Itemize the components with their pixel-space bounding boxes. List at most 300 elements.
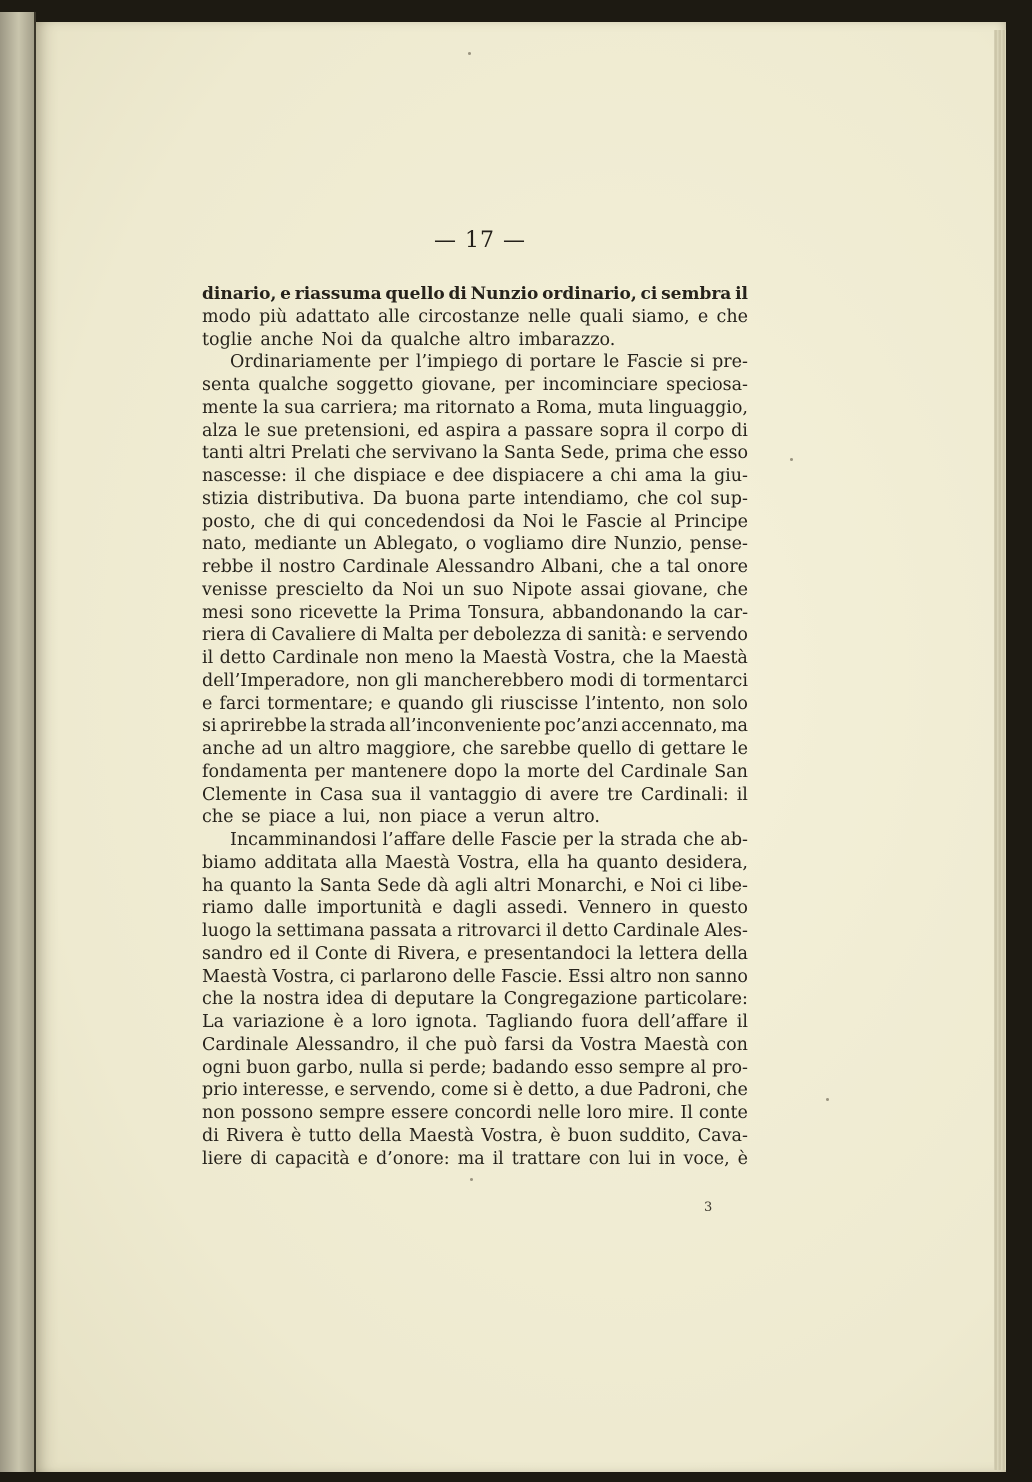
word: chi [610, 466, 637, 486]
word: carriera; [320, 397, 399, 418]
word: Essi [568, 966, 605, 987]
word: Tonsura, [468, 602, 545, 623]
word: e [334, 1080, 345, 1101]
word: di [565, 625, 583, 646]
word: ignota. [415, 1012, 478, 1032]
word: debolezza [473, 625, 562, 646]
word: a [507, 420, 518, 441]
word: Il [680, 1103, 693, 1123]
word: riuscisse [500, 693, 579, 714]
word: il [492, 1148, 504, 1169]
word: a [352, 1012, 364, 1032]
page-stack-edge [994, 30, 1006, 1470]
word: meno [404, 648, 454, 668]
word: in [295, 784, 312, 805]
word: tutto [308, 1125, 352, 1146]
word: quanto [229, 875, 292, 896]
word: può [464, 1034, 498, 1055]
word: riera [202, 625, 246, 646]
word: di [250, 1148, 268, 1169]
word: piace [419, 807, 468, 828]
word: San [714, 761, 748, 782]
word: venisse [202, 579, 268, 600]
word: il [294, 466, 307, 486]
word: il [736, 784, 748, 805]
word: che [202, 989, 234, 1010]
word: rebbe [202, 557, 254, 577]
word: Vostra, [457, 852, 520, 873]
word: di [303, 511, 321, 532]
word: fuora [581, 1012, 629, 1032]
word: liere [202, 1148, 243, 1169]
word: corpo [673, 420, 725, 441]
word: la [660, 648, 677, 668]
text-line [202, 1011, 748, 1034]
word: mediante [254, 534, 337, 555]
word: sup- [710, 488, 748, 509]
word: Fascie [626, 352, 683, 373]
word: circostanze [418, 306, 520, 327]
word: se [241, 807, 261, 828]
word: pretensioni, [304, 420, 411, 441]
word: anche [202, 739, 256, 759]
word: dalle [263, 898, 307, 919]
word: qui [328, 511, 357, 532]
word: di [373, 943, 391, 964]
word: vantaggio [429, 784, 517, 805]
word: e [633, 875, 645, 896]
word: suo [472, 579, 504, 600]
word: la [256, 921, 273, 941]
word: Nipote [512, 579, 573, 600]
word: si [409, 1057, 424, 1078]
word: Maestà [408, 1125, 475, 1146]
word: il [545, 921, 558, 941]
word: Cardinale [342, 557, 430, 577]
word: detto [219, 648, 266, 668]
word: la [297, 875, 314, 896]
word: e [697, 306, 709, 327]
text-line [202, 647, 748, 670]
word: stizia [202, 488, 249, 509]
word: mire. [627, 1103, 675, 1123]
word: tanti [202, 443, 244, 464]
word: pre- [712, 352, 748, 373]
text-line [202, 897, 748, 920]
word: due [599, 1080, 633, 1101]
word: Ablegato, [373, 534, 459, 555]
word: Rivera [225, 1125, 284, 1146]
word: garbo, [296, 1057, 354, 1078]
word: che [672, 443, 704, 464]
word: nelle [527, 306, 572, 327]
word: ella [527, 852, 560, 873]
word: che [202, 807, 234, 828]
word: gli [470, 693, 494, 714]
word: è [290, 1125, 302, 1146]
text-line [202, 670, 748, 693]
word: servendo, [349, 1080, 437, 1101]
text-line [202, 829, 748, 852]
word: nelle [537, 1103, 581, 1123]
text-line [202, 920, 748, 943]
word: sua [371, 784, 402, 805]
word: per [438, 625, 469, 646]
text-line [202, 420, 748, 443]
word: le [732, 739, 748, 759]
word: Vennero [578, 898, 652, 919]
word: tormentare; [267, 693, 374, 714]
word: ci [687, 875, 704, 896]
word: Cardinale [202, 1034, 289, 1055]
word: sue [267, 420, 298, 441]
word: mancherebbero [423, 670, 564, 691]
word: sono [250, 602, 293, 623]
word: e [466, 943, 478, 964]
word: strada [620, 830, 678, 850]
word: di [360, 625, 378, 646]
word: avere [549, 784, 600, 805]
word: ricevette [299, 602, 378, 623]
word: luogo [202, 921, 252, 941]
word: trattare [511, 1148, 581, 1169]
word: è [737, 1148, 748, 1169]
word: più [259, 306, 288, 327]
word: sanno [695, 966, 748, 987]
word: ci [339, 966, 356, 987]
word: la [459, 648, 477, 668]
word: Noi [522, 511, 555, 532]
word: quando [397, 693, 464, 714]
word: farsi [504, 1034, 545, 1055]
word: Prima [408, 602, 462, 623]
word: strada [329, 716, 386, 737]
word: che [263, 511, 296, 532]
word: alza [202, 420, 238, 441]
word: la [262, 397, 280, 418]
word: non [365, 648, 399, 668]
word: altro [609, 966, 652, 987]
word: tre [607, 784, 633, 805]
word: Cavaliere [271, 625, 356, 646]
word: imbarazzo. [518, 329, 616, 350]
word: la [310, 716, 327, 737]
word: loro [371, 1012, 407, 1032]
word: da [372, 579, 394, 600]
word: prima [615, 443, 668, 464]
word: è [512, 1080, 524, 1101]
text-line [202, 351, 748, 374]
word: modi [569, 670, 614, 691]
word: settimana [276, 921, 365, 941]
word: conte [698, 1103, 748, 1123]
paper-speck [826, 1098, 829, 1101]
word: l’affare [382, 830, 446, 850]
word: variazione [232, 1012, 325, 1032]
word: pro- [711, 1057, 748, 1078]
word: concedendosi [364, 511, 485, 532]
word: importunità [317, 898, 422, 919]
word: in [658, 1148, 676, 1169]
word: altro [318, 739, 360, 759]
word: Incamminandosi [230, 830, 377, 850]
word: portare [529, 352, 596, 373]
word: e [380, 693, 391, 714]
word: e [432, 898, 443, 919]
word: Rivera, [397, 943, 461, 964]
word: Albani, [541, 557, 604, 577]
word: dà [427, 875, 449, 896]
text-line [202, 579, 748, 602]
word: di [637, 739, 655, 759]
word: aprirebbe [219, 716, 307, 737]
word: della [358, 1125, 402, 1146]
word: il [736, 1012, 748, 1032]
word: per [314, 761, 345, 782]
word: sempre [618, 1057, 685, 1078]
word: Roma, [536, 397, 593, 418]
word: alle [377, 306, 410, 327]
page-number: — 17 — [434, 228, 526, 253]
word: un [344, 534, 367, 555]
word: all’inconveniente [389, 716, 542, 737]
word: mente [202, 397, 258, 418]
word: giovane, [421, 375, 497, 395]
word: riamo [202, 898, 254, 919]
word: delle [452, 966, 496, 987]
word: Noi [650, 875, 682, 896]
word: prio [202, 1080, 238, 1101]
word: sua [284, 397, 316, 418]
word: intendiamo, [523, 488, 629, 509]
word: ab- [720, 830, 748, 850]
word: Cava- [697, 1125, 748, 1146]
word: dire [571, 534, 607, 555]
word: nascesse: [202, 466, 288, 486]
word: ritornato [435, 397, 515, 418]
word: pense- [689, 534, 748, 555]
word: l’impiego [415, 352, 499, 373]
word: abbandonando [552, 602, 684, 623]
text-line [202, 1079, 748, 1102]
word: giovane, [633, 579, 709, 600]
word: un [441, 579, 465, 600]
word: Clemente [202, 784, 287, 805]
word: Fascie [500, 830, 557, 850]
paper-speck [790, 458, 793, 461]
word: e [280, 284, 291, 304]
word: Maestà [482, 648, 548, 668]
word: ha [202, 875, 224, 896]
word: car- [713, 602, 748, 623]
word: Cardinale [612, 921, 700, 941]
word: passare [524, 420, 594, 441]
word: quanto [596, 852, 659, 873]
word: ci [640, 284, 658, 304]
word: le [603, 352, 620, 373]
text-line [202, 784, 748, 807]
word: altri [248, 443, 286, 464]
word: poc’anzi [544, 716, 618, 737]
word: Noi [402, 579, 434, 600]
word: onore [696, 557, 748, 577]
previous-page-edge [0, 12, 36, 1472]
text-line [202, 806, 748, 829]
text-line [202, 738, 748, 761]
word: detto, [527, 1080, 580, 1101]
word: la [690, 466, 707, 486]
text-line [202, 1148, 748, 1171]
word: Maestà [202, 966, 268, 987]
word: al [650, 511, 667, 532]
word: nostra [262, 989, 320, 1010]
word: sanità: [587, 625, 648, 646]
word: della [704, 943, 748, 964]
word: Ordinariamente [230, 352, 372, 373]
word: Fascie [585, 511, 643, 532]
word: Santa [503, 443, 556, 464]
word: ad [261, 739, 284, 759]
text-line [202, 442, 748, 465]
word: la [240, 989, 257, 1010]
word: d’onore: [375, 1148, 450, 1169]
text-line [202, 988, 748, 1011]
word: a [591, 466, 603, 486]
word: adattato [295, 306, 370, 327]
word: dell’Imperadore, [202, 670, 351, 691]
word: questo [688, 898, 748, 919]
word: Principe [674, 511, 748, 532]
word: altri [493, 875, 531, 896]
word: dopo [453, 761, 498, 782]
word: Conte [314, 943, 368, 964]
word: parlarono [360, 966, 448, 987]
word: dispiacere [492, 466, 585, 486]
word: la [598, 830, 615, 850]
word: passata [369, 921, 437, 941]
word: l’intento, [585, 693, 666, 714]
word: Casa [319, 784, 364, 805]
word: la [481, 989, 498, 1010]
word: piace [268, 807, 317, 828]
word: assedi. [506, 898, 568, 919]
word: si [690, 352, 705, 373]
word: lui [628, 1148, 651, 1169]
word: non [202, 1103, 236, 1123]
word: capacità [274, 1148, 350, 1169]
word: Vostra [580, 1034, 637, 1055]
word: si [202, 716, 217, 737]
word: lettera [639, 943, 699, 964]
word: morte [527, 761, 580, 782]
word: Vostra, [481, 1125, 544, 1146]
text-line [202, 1034, 748, 1057]
word: distributiva. [256, 488, 365, 509]
text-line [202, 624, 748, 647]
word: Maestà [643, 1034, 710, 1055]
word: dinario, [202, 284, 277, 304]
word: e [202, 693, 213, 714]
word: altro. [552, 807, 600, 828]
word: Sede, [560, 443, 610, 464]
text-line [202, 852, 748, 875]
word: per [504, 375, 535, 395]
word: perde; [429, 1057, 487, 1078]
word: delle [451, 830, 495, 850]
word: modo [202, 306, 251, 327]
word: Monarchi, [536, 875, 628, 896]
word: ma [457, 1148, 485, 1169]
word: che [622, 648, 654, 668]
word: qualche [258, 375, 329, 395]
text-line [202, 397, 748, 420]
word: Cardinali: [640, 784, 729, 805]
word: che [313, 466, 346, 486]
word: di [731, 420, 748, 441]
body-text [202, 283, 748, 1170]
word: per [562, 830, 593, 850]
word: tal [666, 557, 690, 577]
word: Noi [321, 329, 353, 350]
text-line [202, 693, 748, 716]
word: possono [241, 1103, 314, 1123]
word: alla [345, 852, 378, 873]
word: non [356, 670, 390, 691]
word: e [357, 1148, 368, 1169]
word: assai [580, 579, 625, 600]
word: Fascie. [501, 966, 563, 987]
word: gli [395, 670, 418, 691]
text-line [202, 533, 748, 556]
word: Tagliando [486, 1012, 573, 1032]
word: loro [586, 1103, 622, 1123]
word: a [584, 1080, 595, 1101]
word: buon [246, 1057, 291, 1078]
text-line [202, 1057, 748, 1080]
word: dagli [452, 898, 497, 919]
word: con [716, 1034, 748, 1055]
text-line [202, 761, 748, 784]
text-line [202, 715, 748, 738]
word: quello [577, 739, 632, 759]
word: la [616, 943, 633, 964]
word: Cardinale [272, 648, 359, 668]
word: del [586, 761, 614, 782]
word: a [441, 921, 453, 941]
text-line [202, 511, 748, 534]
word: idea [326, 989, 364, 1010]
word: nato, [202, 534, 247, 555]
word: sopra [599, 420, 650, 441]
word: il [260, 557, 272, 577]
word: il [656, 420, 668, 441]
word: al [690, 1057, 707, 1078]
word: Vostra, [272, 966, 335, 987]
text-line [202, 465, 748, 488]
word: badando [492, 1057, 569, 1078]
word: buon [567, 1125, 613, 1146]
word: agli [454, 875, 488, 896]
signature-mark: 3 [704, 1200, 713, 1215]
word: buona [405, 488, 461, 509]
word: essere [391, 1103, 449, 1123]
word: ma [403, 397, 431, 418]
word: incominciare [542, 375, 658, 395]
word: muta [597, 397, 644, 418]
word: sarebbe [500, 739, 571, 759]
word: Nunzio, [613, 534, 683, 555]
word: additata [264, 852, 338, 873]
